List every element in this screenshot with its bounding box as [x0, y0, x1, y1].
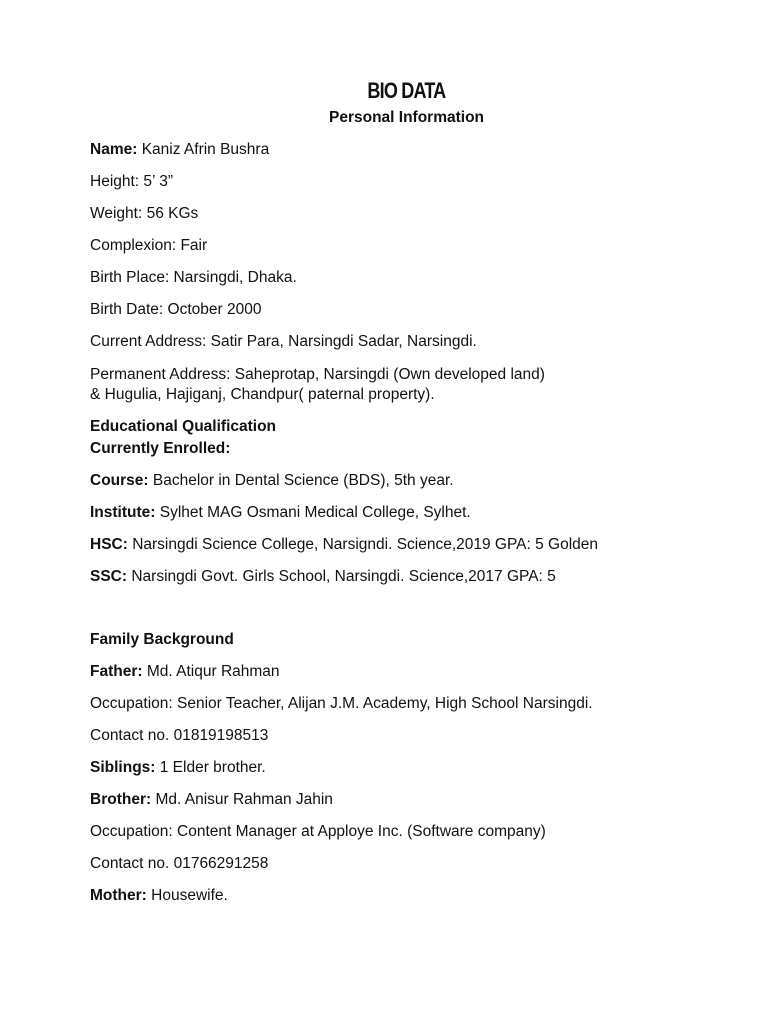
section-title-personal: Personal Information: [328, 109, 485, 126]
brother-contact-line: Contact no. 01766291258: [90, 855, 269, 872]
brother-value: Md. Anisur Rahman Jahin: [151, 791, 333, 808]
birth-date-line: Birth Date: October 2000: [90, 301, 262, 318]
permanent-address-line-2: & Hugulia, Hajiganj, Chandpur( paternal property).: [90, 386, 435, 403]
siblings-label: Siblings:: [90, 759, 156, 776]
name-value: Kaniz Afrin Bushra: [137, 141, 270, 158]
siblings-line: [90, 758, 266, 778]
ssc-label: SSC:: [90, 568, 128, 585]
current-address-line: Current Address: Satir Para, Narsingdi Sadar, Narsingdi.: [90, 333, 477, 350]
hsc-line: [90, 535, 598, 555]
weight-line: Weight: 56 KGs: [90, 205, 199, 222]
document-title: BIO DATA: [367, 78, 446, 103]
father-contact-line: Contact no. 01819198513: [90, 727, 269, 744]
brother-label: Brother:: [90, 791, 152, 808]
mother-value: Housewife.: [146, 887, 228, 904]
course-label: Course:: [90, 472, 149, 489]
father-line: [90, 662, 280, 682]
institute-line: [90, 503, 471, 523]
brother-line: [90, 790, 333, 810]
brother-occupation-line: Occupation: Content Manager at Apploye Inc. (Software company): [90, 823, 546, 840]
institute-label: Institute:: [90, 504, 156, 521]
name-label: Name:: [90, 141, 138, 158]
father-occupation-line: Occupation: Senior Teacher, Alijan J.M. Academy, High School Narsingdi.: [90, 695, 593, 712]
hsc-label: HSC:: [90, 536, 128, 553]
education-heading: Educational Qualification: [90, 418, 277, 435]
birth-place-line: Birth Place: Narsingdi, Dhaka.: [90, 269, 297, 286]
name-line: [90, 140, 269, 160]
siblings-value: 1 Elder brother.: [155, 759, 266, 776]
permanent-address-line-1: Permanent Address: Saheprotap, Narsingdi (Own developed land): [90, 366, 545, 383]
height-line: Height: 5’ 3”: [90, 173, 173, 190]
complexion-line: Complexion: Fair: [90, 237, 208, 254]
institute-value: Sylhet MAG Osmani Medical College, Sylhet.: [155, 504, 471, 521]
ssc-line: [90, 567, 556, 587]
currently-enrolled-heading: Currently Enrolled:: [90, 440, 231, 457]
hsc-value: Narsingdi Science College, Narsigndi. Science,2019 GPA: 5 Golden: [127, 536, 599, 553]
family-heading: Family Background: [90, 631, 234, 648]
father-label: Father:: [90, 663, 143, 680]
mother-label: Mother:: [90, 887, 147, 904]
father-value: Md. Atiqur Rahman: [142, 663, 280, 680]
course-value: Bachelor in Dental Science (BDS), 5th year.: [148, 472, 454, 489]
course-line: [90, 471, 454, 491]
ssc-value: Narsingdi Govt. Girls School, Narsingdi. Science,2017 GPA: 5: [127, 568, 556, 585]
mother-line: [90, 886, 228, 906]
